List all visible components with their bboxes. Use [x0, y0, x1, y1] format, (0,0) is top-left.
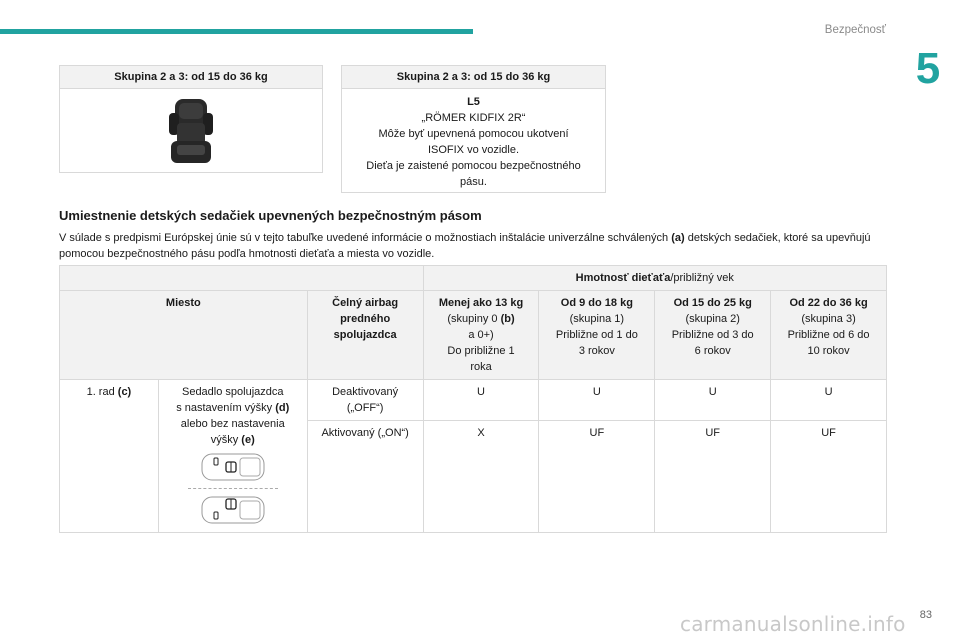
car-seat-position-icon — [200, 495, 266, 525]
chapter-number: 5 — [915, 44, 941, 93]
section-heading: Umiestnenie detských sedačiek upevnených bezpečnostným pásom — [59, 208, 482, 223]
footnote-ref: (c) — [117, 386, 132, 398]
table-row — [60, 380, 887, 421]
seat-desc-line: Sedadlo spolujazdca — [181, 386, 284, 398]
header-accent-bar — [0, 29, 473, 34]
group-line: 3 rokov — [578, 345, 615, 357]
col-header-group — [771, 291, 887, 380]
table-cell: UF — [771, 421, 887, 533]
weight-header-bold: Hmotnosť dieťaťa — [575, 272, 671, 284]
group-title: Od 22 do 36 kg — [789, 297, 868, 309]
col-header-airbag — [307, 291, 423, 380]
weight-header-rest: /približný vek — [670, 272, 734, 284]
table-cell: UF — [655, 421, 771, 533]
child-booster-seat-icon — [165, 97, 217, 167]
seat-desc-line: Môže byť upevnená pomocou ukotvení — [378, 128, 569, 140]
intro-paragraph — [59, 230, 889, 262]
row-label — [60, 380, 159, 533]
seat-model-name: „RÖMER KIDFIX 2R“ — [421, 112, 526, 124]
group-line: 10 rokov — [807, 345, 850, 357]
intro-text: V súlade s predpismi Európskej únie sú v tejto tabuľke uvedené informácie o možnostiach inštalácie univerzálne schválených — [59, 232, 672, 244]
seat-box-title: Skupina 2 a 3: od 15 do 36 kg — [342, 66, 605, 89]
group-line: roka — [470, 361, 492, 373]
table-cell: U — [655, 380, 771, 421]
seat-desc-cell — [158, 380, 307, 533]
table-cell: U — [539, 380, 655, 421]
seat-desc-line: s nastavením výšky (d) — [176, 402, 290, 414]
seat-desc-line: pásu. — [460, 176, 487, 188]
group-line: (skupina 1) — [569, 313, 625, 325]
col-header-group — [539, 291, 655, 380]
col-header-group — [655, 291, 771, 380]
group-title: Od 15 do 25 kg — [673, 297, 752, 309]
section-title: Bezpečnosť — [824, 24, 886, 36]
footnote-ref: (a) — [671, 232, 685, 244]
col-header-place: Miesto — [60, 291, 308, 380]
seat-box-title: Skupina 2 a 3: od 15 do 36 kg — [60, 66, 322, 89]
airbag-state: Aktivovaný („ON“) — [307, 421, 423, 533]
col-header-line: Čelný airbag — [332, 297, 399, 309]
col-header-line: spolujazdca — [333, 329, 397, 341]
table-cell: U — [423, 380, 539, 421]
group-title: Od 9 do 18 kg — [560, 297, 633, 309]
table-row — [60, 291, 887, 380]
table-cell: U — [771, 380, 887, 421]
seat-desc-line: alebo bez nastavenia — [180, 418, 285, 430]
weight-header — [423, 266, 886, 291]
car-seat-position-icon — [200, 452, 266, 482]
seat-desc-line: Dieťa je zaistené pomocou bezpečnostného — [366, 160, 581, 172]
intro-text: detských sedačiek, ktoré sa upevňujú pomocou bezpečnostného pásu podľa hmotnosti dieťaťa a miesta vo vozidle. — [59, 232, 871, 260]
seat-model-code: L5 — [467, 96, 480, 108]
group-line: Do približne 1 — [447, 345, 515, 357]
group-line: a 0+) — [468, 329, 494, 341]
table-cell: X — [423, 421, 539, 533]
watermark: carmanualsonline.info — [680, 612, 906, 636]
divider — [188, 488, 278, 489]
seat-photo-box — [59, 65, 323, 173]
group-line: (skupiny 0 (b) — [447, 313, 515, 325]
seat-info-box — [341, 65, 606, 193]
child-seat-table — [59, 265, 887, 533]
table-cell-empty — [60, 266, 424, 291]
airbag-state: Deaktivovaný („OFF“) — [307, 380, 423, 421]
col-header-line: predného — [340, 313, 391, 325]
group-line: 6 rokov — [694, 345, 731, 357]
group-line: Približne od 3 do — [671, 329, 754, 341]
table-cell: UF — [539, 421, 655, 533]
group-line: Približne od 6 do — [787, 329, 870, 341]
group-line: (skupina 2) — [685, 313, 740, 325]
col-header-group — [423, 291, 539, 380]
table-row — [60, 266, 887, 291]
seat-desc-line: ISOFIX vo vozidle. — [427, 144, 520, 156]
group-line: (skupina 3) — [801, 313, 856, 325]
group-title: Menej ako 13 kg — [438, 297, 524, 309]
row-label-text: 1. rad — [86, 386, 115, 398]
seat-desc-line: výšky (e) — [210, 434, 255, 446]
group-line: Približne od 1 do — [555, 329, 638, 341]
page-number: 83 — [919, 609, 932, 621]
